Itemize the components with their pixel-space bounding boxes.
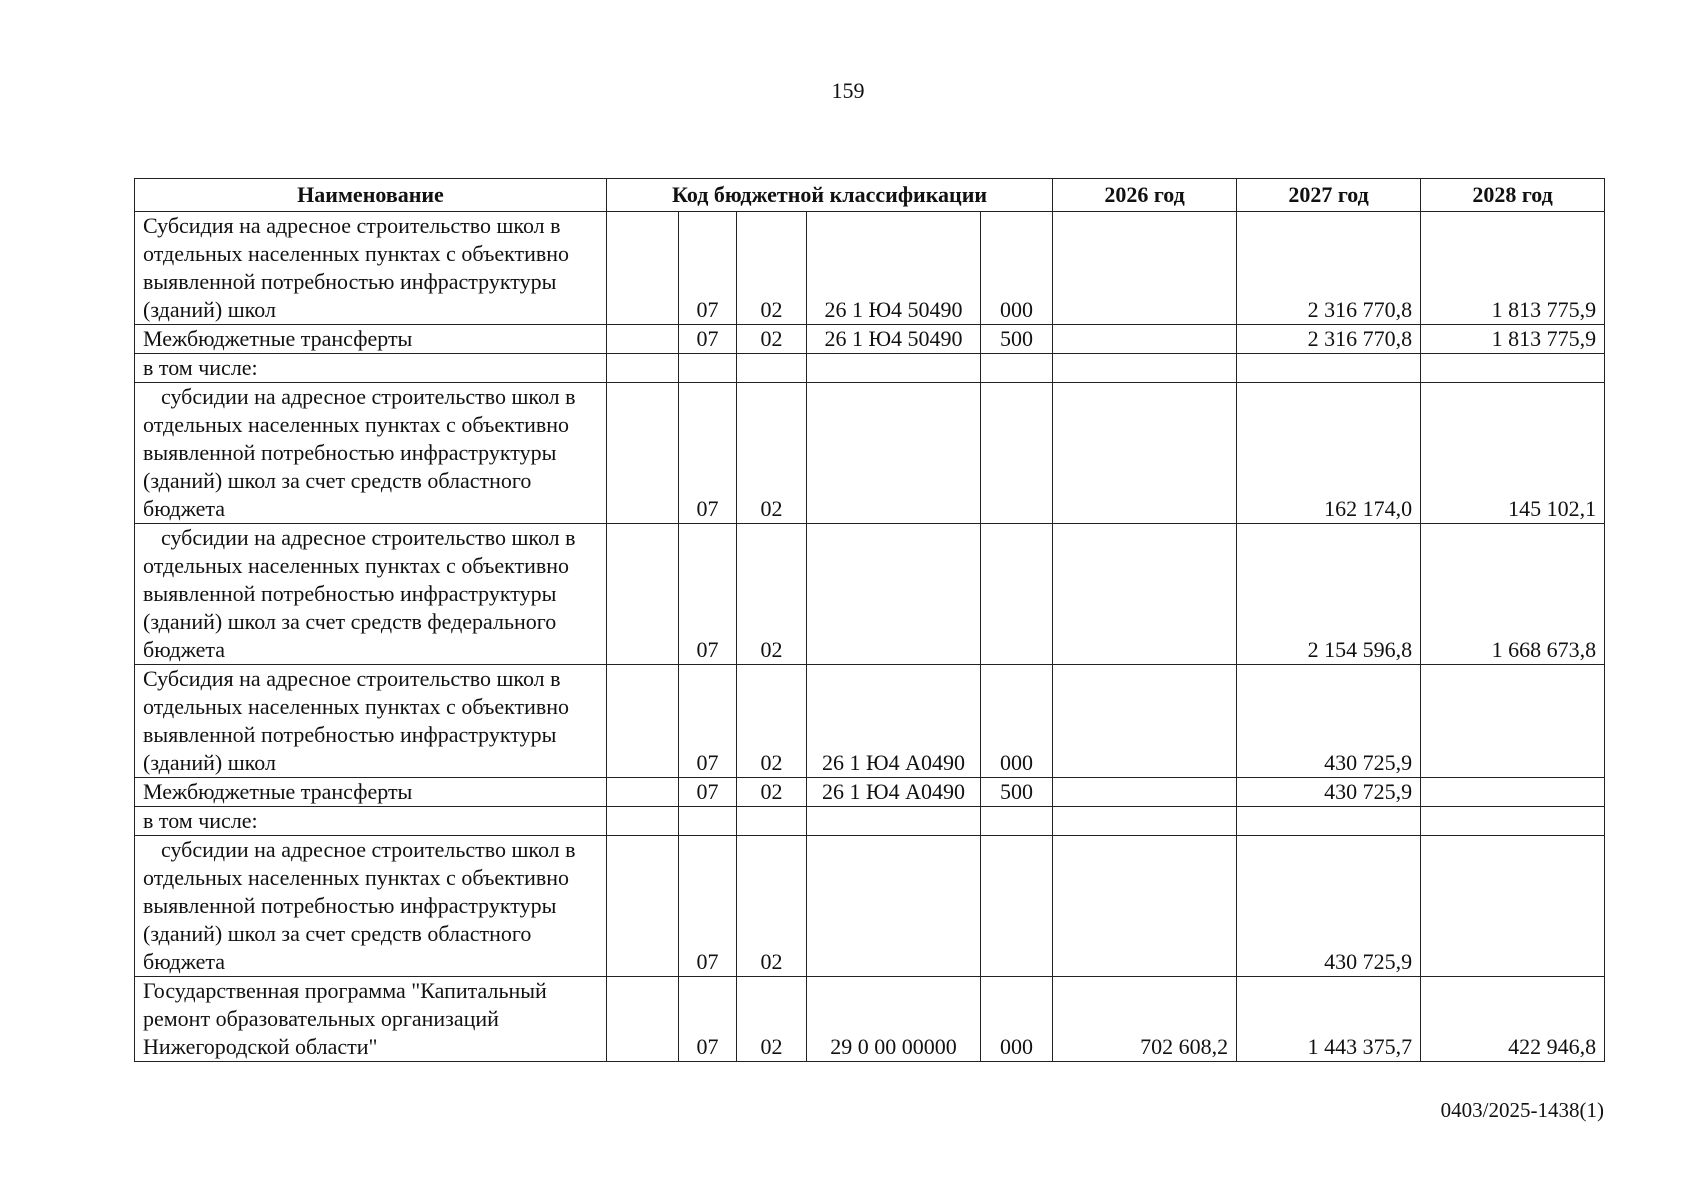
cell-2026 bbox=[1053, 807, 1237, 836]
cell-empty bbox=[607, 665, 679, 778]
cell-section: 07 bbox=[679, 524, 737, 665]
cell-empty bbox=[607, 778, 679, 807]
cell-target-article bbox=[807, 524, 981, 665]
cell-name: субсидии на адресное строительство школ в отдельных населенных пунктах с объективно выявленной потребностью инфраструктуры (зданий) школ за счет средств областного бюджета bbox=[135, 836, 607, 977]
cell-2028: 1 813 775,9 bbox=[1421, 212, 1605, 325]
page-number: 159 bbox=[831, 78, 865, 103]
table-header-row bbox=[135, 179, 1605, 212]
cell-target-article: 26 1 Ю4 50490 bbox=[807, 212, 981, 325]
table-row bbox=[135, 524, 1605, 665]
cell-expense-type bbox=[981, 807, 1053, 836]
cell-2028 bbox=[1421, 778, 1605, 807]
cell-2028: 145 102,1 bbox=[1421, 383, 1605, 524]
cell-name: субсидии на адресное строительство школ в отдельных населенных пунктах с объективно выявленной потребностью инфраструктуры (зданий) школ за счет средств областного бюджета bbox=[135, 383, 607, 524]
cell-subsection: 02 bbox=[737, 212, 807, 325]
cell-target-article bbox=[807, 383, 981, 524]
cell-section: 07 bbox=[679, 977, 737, 1062]
cell-subsection: 02 bbox=[737, 524, 807, 665]
cell-section bbox=[679, 807, 737, 836]
table-row bbox=[135, 836, 1605, 977]
cell-expense-type bbox=[981, 524, 1053, 665]
table-row bbox=[135, 977, 1605, 1062]
cell-section: 07 bbox=[679, 212, 737, 325]
cell-2027 bbox=[1237, 354, 1421, 383]
cell-target-article: 29 0 00 00000 bbox=[807, 977, 981, 1062]
cell-name: в том числе: bbox=[135, 354, 607, 383]
cell-target-article: 26 1 Ю4 А0490 bbox=[807, 778, 981, 807]
cell-subsection: 02 bbox=[737, 778, 807, 807]
cell-name: Государственная программа "Капитальный ремонт образовательных организаций Нижегородской области" bbox=[135, 977, 607, 1062]
cell-2026 bbox=[1053, 524, 1237, 665]
cell-2028 bbox=[1421, 665, 1605, 778]
cell-target-article bbox=[807, 807, 981, 836]
cell-2026 bbox=[1053, 836, 1237, 977]
cell-2026 bbox=[1053, 212, 1237, 325]
cell-subsection: 02 bbox=[737, 383, 807, 524]
cell-empty bbox=[607, 836, 679, 977]
cell-target-article: 26 1 Ю4 А0490 bbox=[807, 665, 981, 778]
cell-2027: 430 725,9 bbox=[1237, 778, 1421, 807]
budget-table bbox=[134, 178, 1605, 1062]
cell-target-article bbox=[807, 836, 981, 977]
cell-target-article: 26 1 Ю4 50490 bbox=[807, 325, 981, 354]
cell-name: Субсидия на адресное строительство школ в отдельных населенных пунктах с объективно выявленной потребностью инфраструктуры (зданий) школ bbox=[135, 665, 607, 778]
cell-2027: 2 316 770,8 bbox=[1237, 325, 1421, 354]
document-code: 0403/2025-1438(1) bbox=[1440, 1098, 1604, 1122]
cell-2026 bbox=[1053, 383, 1237, 524]
table-row bbox=[135, 778, 1605, 807]
cell-empty bbox=[607, 524, 679, 665]
cell-subsection bbox=[737, 807, 807, 836]
cell-name: Межбюджетные трансферты bbox=[135, 778, 607, 807]
cell-2028 bbox=[1421, 836, 1605, 977]
cell-subsection: 02 bbox=[737, 836, 807, 977]
table-row bbox=[135, 383, 1605, 524]
cell-expense-type: 500 bbox=[981, 325, 1053, 354]
cell-2027 bbox=[1237, 807, 1421, 836]
cell-name: Субсидия на адресное строительство школ в отдельных населенных пунктах с объективно выявленной потребностью инфраструктуры (зданий) школ bbox=[135, 212, 607, 325]
cell-2026 bbox=[1053, 354, 1237, 383]
cell-2028: 422 946,8 bbox=[1421, 977, 1605, 1062]
cell-section: 07 bbox=[679, 325, 737, 354]
cell-2028 bbox=[1421, 807, 1605, 836]
cell-expense-type: 000 bbox=[981, 212, 1053, 325]
cell-expense-type bbox=[981, 383, 1053, 524]
cell-2026 bbox=[1053, 778, 1237, 807]
cell-2026: 702 608,2 bbox=[1053, 977, 1237, 1062]
cell-empty bbox=[607, 212, 679, 325]
cell-empty bbox=[607, 807, 679, 836]
cell-expense-type bbox=[981, 836, 1053, 977]
cell-2027: 1 443 375,7 bbox=[1237, 977, 1421, 1062]
cell-name: Межбюджетные трансферты bbox=[135, 325, 607, 354]
cell-expense-type bbox=[981, 354, 1053, 383]
cell-section bbox=[679, 354, 737, 383]
cell-expense-type: 000 bbox=[981, 665, 1053, 778]
cell-empty bbox=[607, 325, 679, 354]
cell-2026 bbox=[1053, 665, 1237, 778]
cell-target-article bbox=[807, 354, 981, 383]
cell-section: 07 bbox=[679, 778, 737, 807]
table-row bbox=[135, 354, 1605, 383]
header-2026: 2026 год bbox=[1053, 179, 1237, 212]
table-row bbox=[135, 212, 1605, 325]
table-row bbox=[135, 665, 1605, 778]
cell-section: 07 bbox=[679, 383, 737, 524]
cell-2027: 162 174,0 bbox=[1237, 383, 1421, 524]
header-2028: 2028 год bbox=[1421, 179, 1605, 212]
cell-2028 bbox=[1421, 354, 1605, 383]
header-2027: 2027 год bbox=[1237, 179, 1421, 212]
cell-name: в том числе: bbox=[135, 807, 607, 836]
cell-subsection: 02 bbox=[737, 325, 807, 354]
cell-2028: 1 668 673,8 bbox=[1421, 524, 1605, 665]
cell-2027: 2 316 770,8 bbox=[1237, 212, 1421, 325]
table-body bbox=[135, 212, 1605, 1062]
header-code: Код бюджетной классификации bbox=[607, 179, 1053, 212]
cell-section: 07 bbox=[679, 665, 737, 778]
cell-2027: 2 154 596,8 bbox=[1237, 524, 1421, 665]
cell-empty bbox=[607, 354, 679, 383]
cell-subsection: 02 bbox=[737, 665, 807, 778]
header-name: Наименование bbox=[135, 179, 607, 212]
cell-name: субсидии на адресное строительство школ в отдельных населенных пунктах с объективно выявленной потребностью инфраструктуры (зданий) школ за счет средств федерального бюджета bbox=[135, 524, 607, 665]
cell-2028: 1 813 775,9 bbox=[1421, 325, 1605, 354]
cell-section: 07 bbox=[679, 836, 737, 977]
cell-subsection: 02 bbox=[737, 977, 807, 1062]
cell-expense-type: 500 bbox=[981, 778, 1053, 807]
cell-expense-type: 000 bbox=[981, 977, 1053, 1062]
cell-empty bbox=[607, 383, 679, 524]
cell-subsection bbox=[737, 354, 807, 383]
cell-empty bbox=[607, 977, 679, 1062]
cell-2027: 430 725,9 bbox=[1237, 836, 1421, 977]
cell-2026 bbox=[1053, 325, 1237, 354]
table-row bbox=[135, 807, 1605, 836]
table-row bbox=[135, 325, 1605, 354]
cell-2027: 430 725,9 bbox=[1237, 665, 1421, 778]
